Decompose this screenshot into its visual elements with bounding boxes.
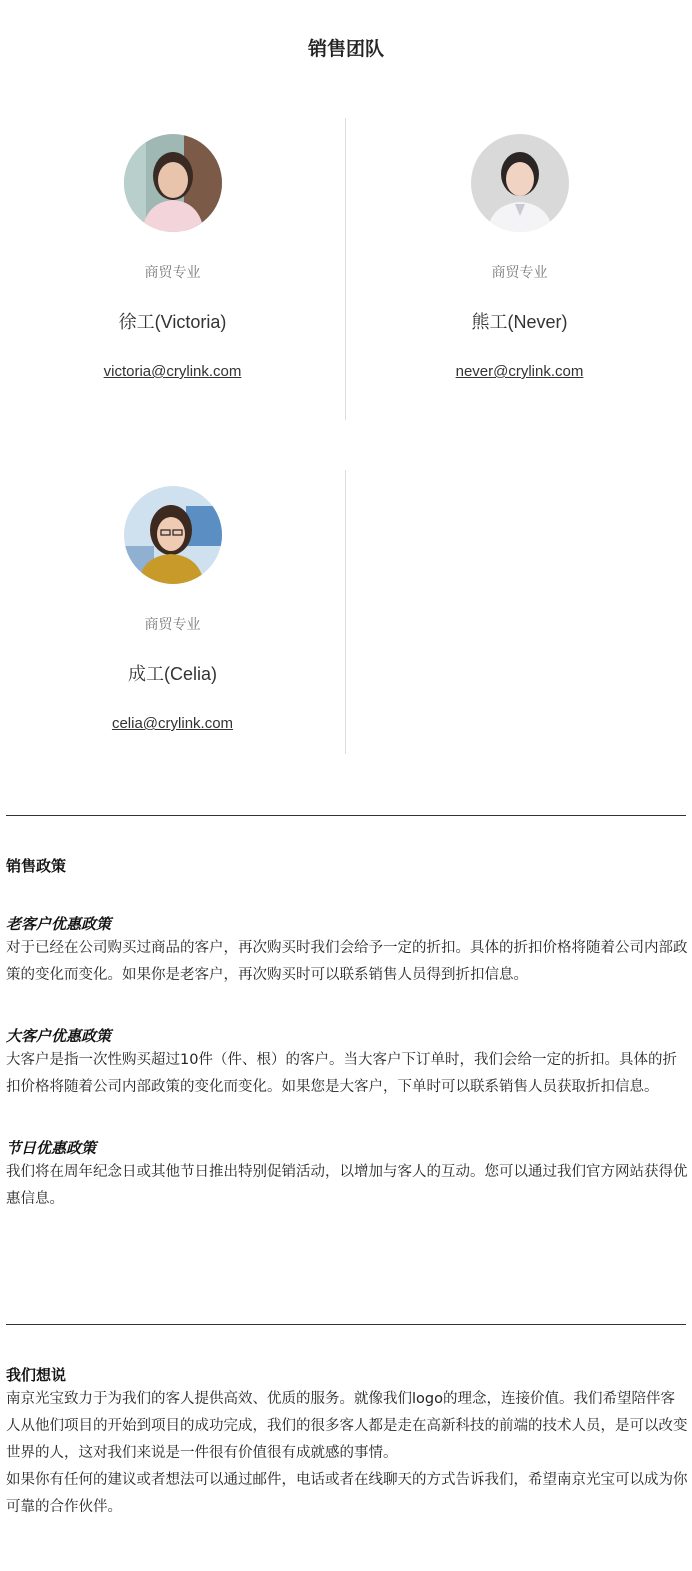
team-member-card — [0, 134, 345, 382]
section-divider — [6, 815, 686, 816]
policy-item — [6, 1025, 688, 1101]
avatar — [124, 134, 222, 232]
policy-item-text: 大客户是指一次性购买超过10件（件、根）的客户。当大客户下订单时，我们会给一定的折扣。具体的折扣价格将随着公司内部政策的变化而变化。如果您是大客户，下单时可以联系销售人员获取折扣信息。 — [6, 1052, 677, 1095]
section-title: 我们想说 — [6, 1366, 67, 1384]
section-title: 销售政策 — [6, 857, 67, 875]
about-paragraph: 如果你有任何的建议或者想法可以通过邮件，电话或者在线聊天的方式告诉我们，希望南京光宝可以成为你可靠的合作伙伴。 — [6, 1472, 688, 1515]
about-paragraph: 南京光宝致力于为我们的客人提供高效、优质的服务。就像我们logo的理念，连接价值。我们希望陪伴客人从他们项目的开始到项目的成功完成，我们的很多客人都是走在高新科技的前端的技术人员，是可以改变世界的人，这对我们来说是一件很有价值很有成就感的事情。 — [6, 1391, 688, 1461]
policy-item-title: 节日优惠政策 — [6, 1139, 97, 1157]
member-role: 商贸专业 — [491, 265, 548, 281]
member-role: 商贸专业 — [144, 265, 201, 281]
policy-item-title: 老客户优惠政策 — [6, 915, 112, 933]
member-email-link[interactable]: victoria@crylink.com — [103, 363, 242, 380]
member-name: 徐工(Victoria) — [118, 312, 227, 332]
member-email-link[interactable]: celia@crylink.com — [111, 715, 234, 732]
section-divider — [6, 1324, 686, 1325]
policy-item-text: 我们将在周年纪念日或其他节日推出特别促销活动，以增加与客人的互动。您可以通过我们官方网站获得优惠信息。 — [6, 1164, 688, 1207]
avatar — [124, 486, 222, 584]
policy-item — [6, 1137, 688, 1213]
member-role: 商贸专业 — [144, 617, 201, 633]
page-title: 销售团队 — [307, 38, 384, 60]
policy-item-title: 大客户优惠政策 — [6, 1027, 112, 1045]
about-section — [6, 1364, 688, 1521]
team-divider — [345, 470, 346, 754]
policy-item-text: 对于已经在公司购买过商品的客户，再次购买时我们会给予一定的折扣。具体的折扣价格将随着公司内部政策的变化而变化。如果你是老客户，再次购买时可以联系销售人员得到折扣信息。 — [6, 940, 688, 983]
member-email-link[interactable]: never@crylink.com — [455, 363, 584, 380]
member-name: 熊工(Never) — [471, 312, 568, 332]
team-member-card — [347, 134, 692, 382]
team-divider — [345, 118, 346, 420]
member-name: 成工(Celia) — [127, 664, 217, 684]
sales-policy-section — [6, 855, 688, 1213]
policy-item — [6, 913, 688, 989]
team-member-card — [0, 486, 345, 734]
avatar — [471, 134, 569, 232]
